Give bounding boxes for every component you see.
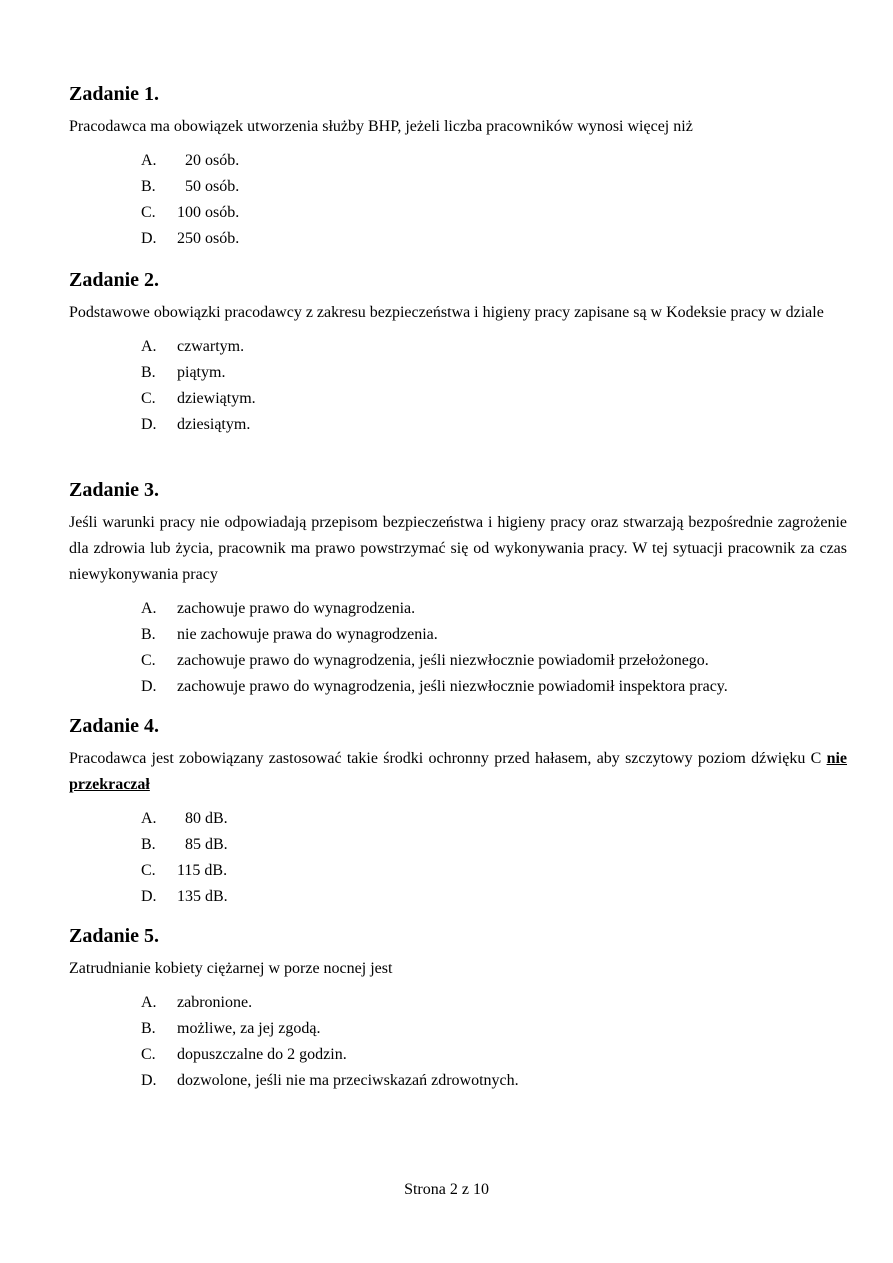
option-text: 115 dB. — [177, 862, 228, 879]
option-a — [141, 990, 847, 1016]
task-question: Zatrudnianie kobiety ciężarnej w porze nocnej jest — [69, 960, 393, 977]
task-title: Zadanie 3. — [69, 479, 160, 501]
option-text: zachowuje prawo do wynagrodzenia, jeśli niezwłocznie powiadomił przełożonego. — [177, 652, 709, 669]
option-letter: D. — [141, 888, 157, 905]
option-c — [141, 648, 847, 674]
task-question-emphasis: nie przekraczał — [69, 750, 848, 793]
task-2 — [69, 266, 847, 438]
option-letter: C. — [141, 652, 156, 669]
option-b — [141, 832, 847, 858]
option-letter: B. — [141, 1020, 156, 1037]
page-number: Strona 2 z 10 — [404, 1181, 489, 1198]
option-letter: B. — [141, 364, 156, 381]
option-text: czwartym. — [177, 338, 245, 355]
option-text: dopuszczalne do 2 godzin. — [177, 1046, 347, 1063]
task-question: Pracodawca ma obowiązek utworzenia służby BHP, jeżeli liczba pracowników wynosi więcej niż — [69, 118, 693, 135]
option-text: zachowuje prawo do wynagrodzenia. — [177, 600, 416, 617]
option-text: dozwolone, jeśli nie ma przeciwskazań zdrowotnych. — [177, 1072, 519, 1089]
option-letter: C. — [141, 862, 156, 879]
task-question: Podstawowe obowiązki pracodawcy z zakresu bezpieczeństwa i higieny pracy zapisane są w Kodeksie pracy w dziale — [69, 304, 824, 321]
option-text: 250 osób. — [177, 230, 240, 247]
answer-options — [69, 596, 847, 700]
option-a — [141, 806, 847, 832]
option-letter: B. — [141, 178, 156, 195]
option-text: nie zachowuje prawa do wynagrodzenia. — [177, 626, 438, 643]
option-text: 50 osób. — [185, 178, 240, 195]
option-c — [141, 200, 847, 226]
option-b — [141, 174, 847, 200]
option-a — [141, 148, 847, 174]
option-text: 20 osób. — [185, 152, 240, 169]
option-letter: A. — [141, 338, 157, 355]
option-letter: A. — [141, 600, 157, 617]
task-1 — [69, 80, 847, 252]
task-5 — [69, 922, 847, 1094]
task-question-text: Pracodawca jest zobowiązany zastosować takie środki ochronny przed hałasem, aby szczytowy poziom dźwięku C — [69, 750, 822, 767]
option-d — [141, 884, 847, 910]
option-letter: D. — [141, 230, 157, 247]
task-question: Jeśli warunki pracy nie odpowiadają przepisom bezpieczeństwa i higieny pracy oraz stwarzają bezpośrednie zagrożenie dla zdrowia lub życia, pracownik ma prawo powstrzymać się od wykonywania pracy. W tej sytuacji pracownik za czas niewykonywania pracy — [69, 514, 847, 583]
option-b — [141, 360, 847, 386]
option-letter: C. — [141, 390, 156, 407]
option-text: zabronione. — [177, 994, 253, 1011]
option-a — [141, 334, 847, 360]
task-4 — [69, 712, 847, 910]
option-letter: D. — [141, 1072, 157, 1089]
option-text: 100 osób. — [177, 204, 240, 221]
option-text: 85 dB. — [185, 836, 228, 853]
option-text: dziesiątym. — [177, 416, 251, 433]
option-d — [141, 226, 847, 252]
option-letter: B. — [141, 626, 156, 643]
task-3 — [69, 476, 847, 700]
option-letter: D. — [141, 416, 157, 433]
task-question — [69, 746, 847, 798]
option-letter: A. — [141, 810, 157, 827]
option-letter: C. — [141, 204, 156, 221]
task-title: Zadanie 5. — [69, 925, 160, 947]
option-b — [141, 1016, 847, 1042]
option-text: zachowuje prawo do wynagrodzenia, jeśli niezwłocznie powiadomił inspektora pracy. — [177, 678, 728, 695]
option-d — [141, 412, 847, 438]
option-letter: A. — [141, 152, 157, 169]
answer-options — [69, 334, 847, 438]
option-d — [141, 674, 847, 700]
answer-options — [69, 806, 847, 910]
option-letter: D. — [141, 678, 157, 695]
option-text: piątym. — [177, 364, 226, 381]
answer-options — [69, 148, 847, 252]
option-text: możliwe, za jej zgodą. — [177, 1020, 321, 1037]
option-letter: C. — [141, 1046, 156, 1063]
option-text: 135 dB. — [177, 888, 228, 905]
option-c — [141, 1042, 847, 1068]
option-a — [141, 596, 847, 622]
option-c — [141, 858, 847, 884]
option-text: dziewiątym. — [177, 390, 256, 407]
task-title: Zadanie 2. — [69, 269, 160, 291]
option-letter: B. — [141, 836, 156, 853]
task-title: Zadanie 4. — [69, 715, 160, 737]
option-b — [141, 622, 847, 648]
option-text: 80 dB. — [185, 810, 228, 827]
task-title: Zadanie 1. — [69, 83, 160, 105]
option-c — [141, 386, 847, 412]
option-d — [141, 1068, 847, 1094]
option-letter: A. — [141, 994, 157, 1011]
answer-options — [69, 990, 847, 1094]
